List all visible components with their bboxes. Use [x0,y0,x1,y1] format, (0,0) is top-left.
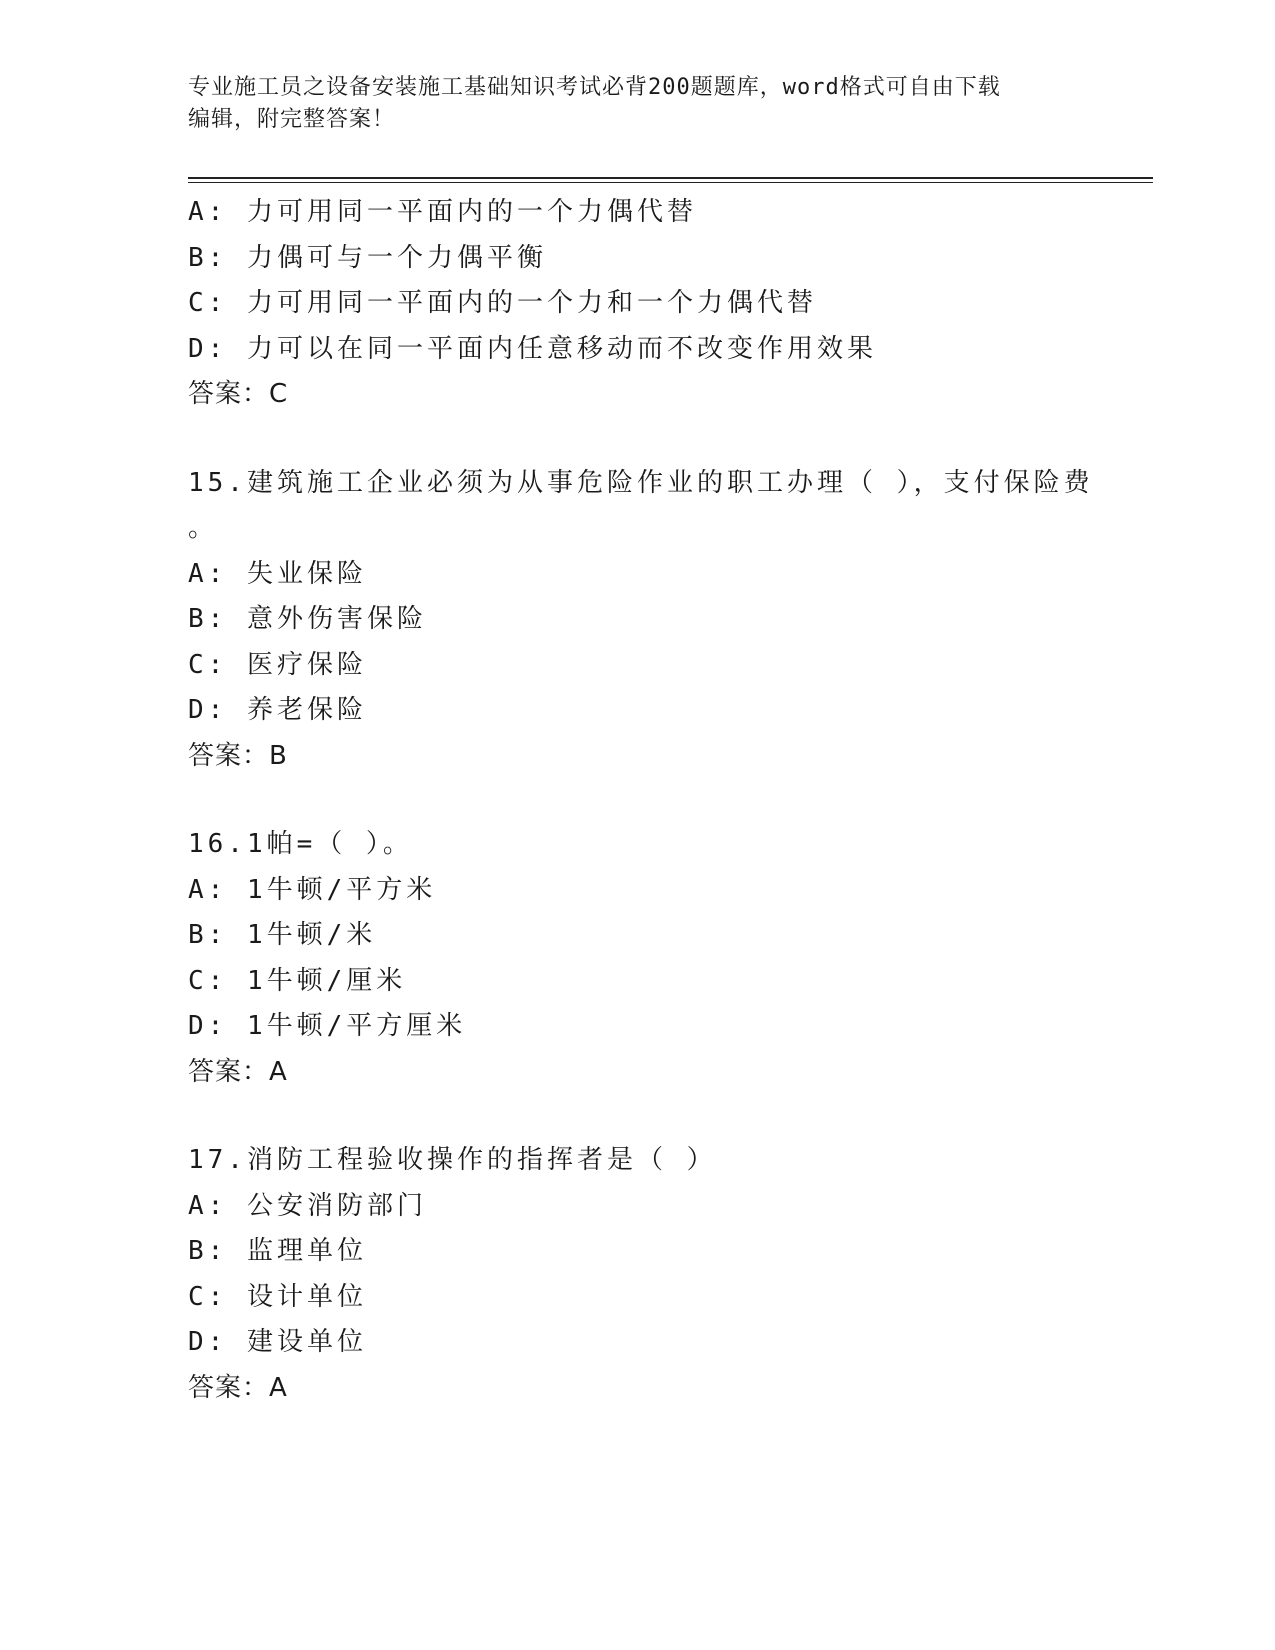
option-a: A: 失业保险 [188,558,367,589]
question-title: 16.1帕=（ ）。 [188,829,413,859]
option-b: B: 监理单位 [188,1236,367,1266]
question-title-wrap: 。 [188,513,219,543]
question-15 [188,461,1094,780]
option-d: D: 力可以在同一平面内任意移动而不改变作用效果 [188,333,877,364]
answer: 答案：C [188,379,289,409]
header-line-2: 编辑，附完整答案！ [188,107,396,132]
answer: 答案：B [188,740,288,771]
option-d: D: 养老保险 [188,695,367,725]
option-c: C: 医疗保险 [188,649,367,680]
option-b: B: 意外伤害保险 [188,604,427,634]
option-d: D: 1牛顿/平方厘米 [188,1011,467,1041]
question-title: 17.消防工程验收操作的指挥者是（ ） [188,1145,717,1175]
option-a: A: 公安消防部门 [188,1190,427,1221]
answer: 答案：A [188,1372,288,1403]
question-gap [188,779,1088,822]
header-divider-thin [188,182,1153,183]
option-d: D: 建设单位 [188,1327,367,1357]
answer: 答案：A [188,1056,288,1087]
question-gap [188,418,1088,461]
question-title: 15.建筑施工企业必须为从事危险作业的职工办理（ ），支付保险费 [188,467,1094,498]
option-b: B: 1牛顿/米 [188,920,377,950]
question-gap [188,1095,1088,1138]
header-line-1: 专业施工员之设备安装施工基础知识考试必背200题题库，word格式可自由下载 [188,75,1001,100]
document-header [188,72,1068,136]
question-16 [188,822,1088,1095]
question-14 [188,190,1088,418]
question-list [188,190,1094,1411]
header-divider-thick [188,177,1153,179]
question-17 [188,1138,1088,1411]
option-a: A: 力可用同一平面内的一个力偶代替 [188,197,697,227]
option-a: A: 1牛顿/平方米 [188,874,437,905]
option-b: B: 力偶可与一个力偶平衡 [188,242,547,273]
option-c: C: 设计单位 [188,1281,367,1312]
option-c: C: 1牛顿/厘米 [188,965,407,996]
option-c: C: 力可用同一平面内的一个力和一个力偶代替 [188,288,817,318]
